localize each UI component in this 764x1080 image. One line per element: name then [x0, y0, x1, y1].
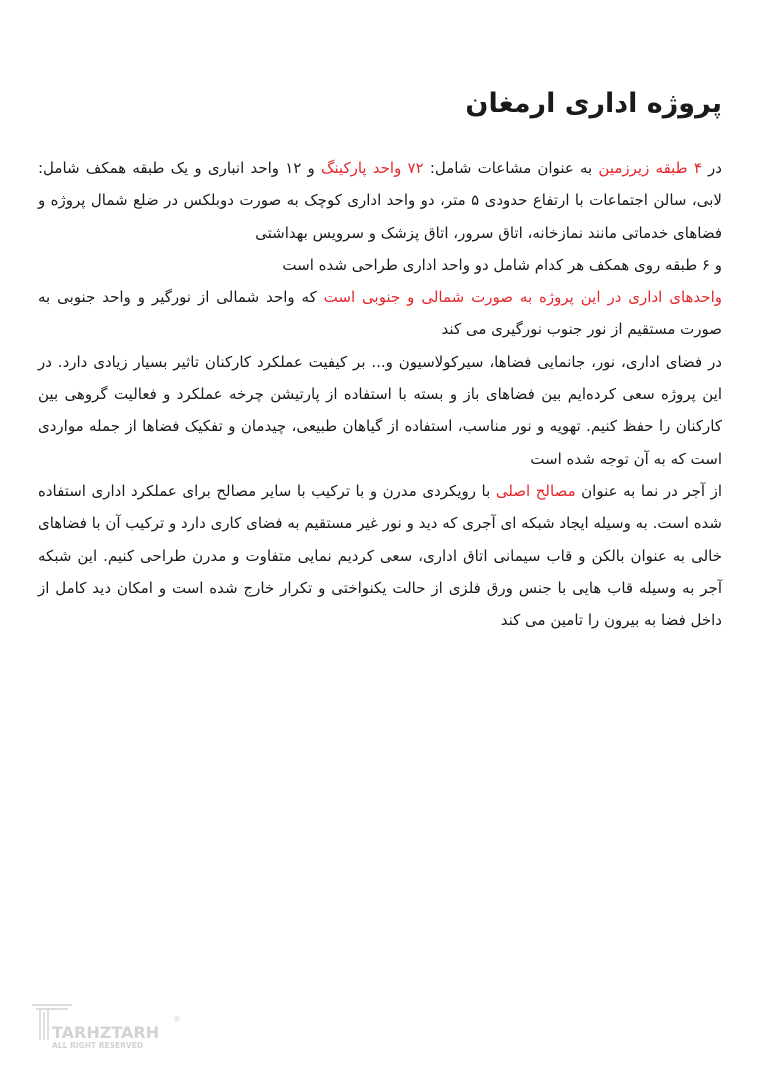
paragraph [38, 249, 722, 281]
paragraph-text: و ۶ طبقه روی همکف هر کدام شامل دو واحد اداری طراحی شده است [282, 255, 722, 274]
paragraph [38, 281, 722, 346]
paragraph-text: و ۱۲ واحد انباری و یک طبقه همکف شامل: لابی، سالن اجتماعات با ارتفاع حدودی ۵ متر، دو واحد اداری کوچک به صورت دوبلکس در ضلع شمال پروژه و فضاهای خدماتی مانند نمازخانه، اتاق سرور، اتاق پزشک و سرویس بهداشتی [38, 159, 722, 242]
highlighted-text: ۴ طبقه زیرزمین [598, 159, 702, 177]
highlighted-text: مصالح اصلی [495, 481, 576, 500]
highlighted-text: واحدهای اداری در این پروژه به صورت شمالی و جنوبی است [323, 288, 722, 307]
paragraph [38, 475, 722, 636]
logo-registered-mark: ® [173, 1015, 181, 1024]
paragraph-text: در فضای اداری، نور، جانمایی فضاها، سیرکولاسیون و... بر کیفیت عملکرد کارکنان تاثیر بسیار زیادی دارد. در این پروژه سعی کرده‌ایم بین فضاهای باز و بسته با استفاده از پارتیشن چرخه عملکرد و فعالیت گروهی بین کارکنان را حفظ کنیم. تهویه و نور مناسب، استفاده از گیاهان طبیعی، چیدمان و تفکیک فضاها از جمله مواردی است که به آن توجه شده است [38, 352, 722, 468]
paragraph-text: در [701, 159, 722, 177]
highlighted-text: ۷۲ واحد پارکینگ [320, 159, 424, 177]
document-body [38, 152, 722, 636]
logo-tagline: ALL RIGHT RESERVED [52, 1041, 144, 1050]
page-title: پروژه اداری ارمغان [465, 88, 722, 119]
paragraph-text: به عنوان مشاعات شامل: [423, 159, 599, 177]
brand-logo [30, 1000, 185, 1052]
paragraph-text: از آجر در نما به عنوان [575, 481, 722, 500]
paragraph [38, 152, 722, 249]
paragraph [38, 346, 722, 475]
paragraph-text: که واحد شمالی از نورگیر و واحد جنوبی به صورت مستقیم از نور جنوب نورگیری می کند [38, 288, 722, 339]
paragraph-text: با رویکردی مدرن و با ترکیب با سایر مصالح برای عملکرد اداری استفاده شده است. به وسیله ایجاد شبکه ای آجری که دید و نور غیر مستقیم به فضای کاری دارد و ترکیب آن با فضاهای خالی به عنوان بالکن و قاب سیمانی اتاق اداری، سعی کردیم نمایی متفاوت و مدرن طراحی کنیم. این شبکه آجر به وسیله قاب هایی با جنس ورق فلزی از حالت یکنواختی و تکرار خارج شده است و امکان دید کامل از داخل فضا به بیرون را تامین می کند [38, 481, 722, 630]
logo-name: TARHZTARH [52, 1023, 160, 1042]
